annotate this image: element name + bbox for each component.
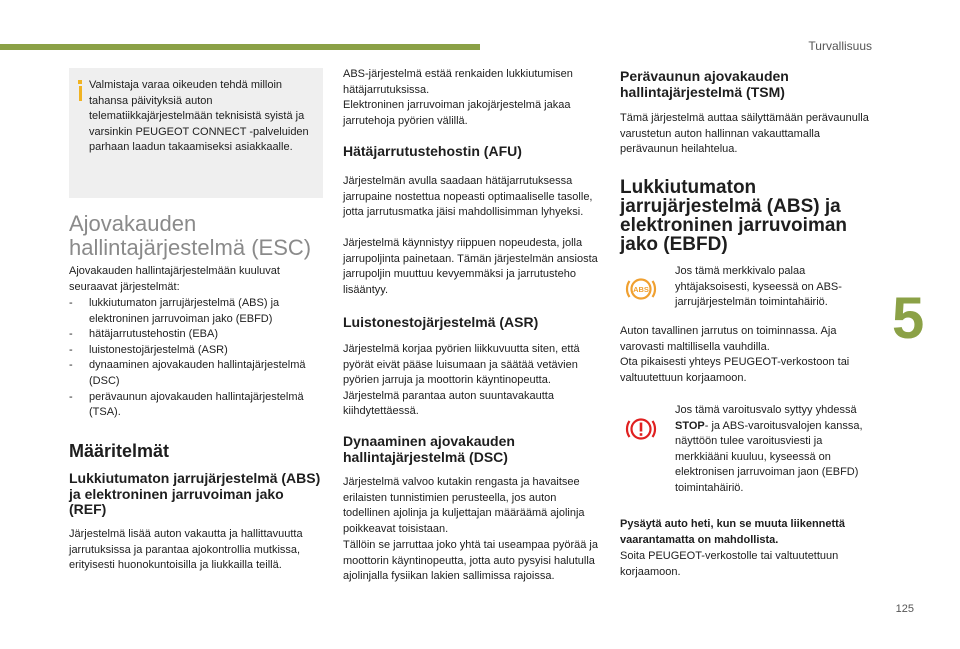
ebfd-intro-text: Elektroninen jarruvoiman jakojärjestelmä jakaa jarrutehoja pyörien välillä. (343, 99, 571, 127)
esc-system-list (69, 296, 323, 421)
list-item: - lukkiutumaton jarrujärjestelmä (ABS) ja elektroninen jarruvoiman jako (EBFD) (69, 297, 280, 325)
page-number: 125 (895, 603, 914, 615)
contact-text: Soita PEUGEOT-verkostolle tai valtuutettuun korjaamoon. (620, 550, 839, 578)
list-item: - dynaaminen ajovakauden hallintajärjestelmä (DSC) (69, 359, 306, 387)
dsc-text-1: Järjestelmä valvoo kutakin rengasta ja havaitsee erilaisten tunnistimien perusteella, jos auton todellinen ajolinja ja kuljettajan määräämä ajolinja poikkeavat toisistaan. (343, 476, 585, 535)
header-accent-bar (0, 44, 480, 50)
abs-ebfd-heading: Lukkiutumaton jarrujärjestelmä (ABS) ja elektroninen jarruvoiman jako (EBFD) (620, 177, 848, 255)
ref-text: Järjestelmä lisää auton vakautta ja hallittavuutta jarrutuksissa ja parantaa ajokontrollia mutkissa, erityisesti huonokuntoisilla ja liukkailla teillä. (69, 528, 303, 572)
info-box (69, 68, 323, 198)
esc-heading: Ajovakauden hallintajärjestelmä (ESC) (69, 211, 312, 260)
stop-label: STOP (675, 419, 705, 432)
list-item: - hätäjarrutustehostin (EBA) (69, 328, 219, 341)
abs-fault-text-2: Ota pikaisesti yhteys PEUGEOT-verkostoon tai valtuutettuun korjaamoon. (620, 356, 850, 384)
abs-fault-text-1: Auton tavallinen jarrutus on toiminnassa. Aja varovasti maltillisella vauhdilla. (620, 325, 837, 353)
afu-text-2: Järjestelmä käynnistyy riippuen nopeudesta, jolla jarrupoljinta painetaan. Tämän järjestelmän ansiosta jarrupoljin muuttuu kevyemmäksi ja jarrutusteho lisääntyy. (343, 237, 598, 296)
info-icon (77, 80, 85, 101)
chapter-number: 5 (892, 286, 925, 351)
ref-heading: Lukkiutumaton jarrujärjestelmä (ABS) ja elektroninen jarruvoiman jako (REF) (69, 470, 321, 517)
list-item: - perävaunun ajovakauden hallintajärjestelmä (TSA). (69, 390, 304, 419)
ebfd-warning-text: Jos tämä varoitusvalo syttyy yhdessä STOP- ja ABS-varoitusvalojen kanssa, näyttöön tulee varoitusviesti ja merkkiääni kuuluu, kyseessä on elektronisen jarruvoiman jaon (EBFD) toimintahäiriö. (675, 404, 863, 494)
stop-instruction: Pysäytä auto heti, kun se muuta liikennettä vaarantamatta on mahdollista. (620, 518, 845, 546)
abs-warning-icon (624, 272, 658, 306)
esc-intro: Ajovakauden hallintajärjestelmään kuuluvat seuraavat järjestelmät: (69, 265, 280, 293)
afu-heading: Hätäjarrutustehostin (AFU) (343, 143, 522, 159)
asr-heading: Luistonestojärjestelmä (ASR) (343, 314, 539, 330)
dsc-heading: Dynaaminen ajovakauden hallintajärjestelmä (DSC) (343, 433, 515, 465)
section-title: Turvallisuus (808, 39, 872, 53)
abs-intro-text: ABS-järjestelmä estää renkaiden lukkiutumisen hätäjarrutuksissa. (343, 68, 573, 96)
abs-icon-label: ABS (633, 285, 649, 294)
definitions-heading: Määritelmät (69, 441, 170, 461)
asr-text: Järjestelmä korjaa pyörien liikkuvuutta siten, että pyörät eivät pääse luisumaan ja säätää vetävien pyörien jarruja ja moottorin käyntinopeutta. Järjestelmä parantaa auton suuntavakautta kiihdytettäessä. (343, 343, 580, 418)
brake-warning-icon (624, 412, 658, 446)
info-box-text: Valmistaja varaa oikeuden tehdä milloin tahansa päivityksiä auton telematiikkajärjestelmään teknisistä syistä ja varsinkin PEUGEOT CONNECT -palveluiden parhaan laadun takaamiseksi asiakkaalle. (89, 79, 309, 154)
tsm-text: Tämä järjestelmä auttaa säilyttämään perävaunulla varustetun auton hallinnan vakauttamalla perävaunun heilahtelua. (620, 112, 869, 156)
dsc-text-2: Tällöin se jarruttaa joko yhtä tai useampaa pyörää ja moottorin käyntinopeutta, jotta auto pysyisi halutulla ajolinjalla fysiikan lakien sallimissa rajoissa. (343, 539, 598, 583)
afu-text-1: Järjestelmän avulla saadaan hätäjarrutuksessa jarrupaine nostettua nopeasti optimaaliselle tasolle, jotta jarrutusmatka jäisi mahdollisimman lyhyeksi. (343, 175, 593, 219)
tsm-heading: Perävaunun ajovakauden hallintajärjestelmä (TSM) (620, 68, 789, 100)
abs-warning-text: Jos tämä merkkivalo palaa yhtäjaksoisesti, kyseessä on ABS-jarrujärjestelmän toimintahäiriö. (675, 265, 842, 309)
list-item: - luistonestojärjestelmä (ASR) (69, 343, 228, 356)
